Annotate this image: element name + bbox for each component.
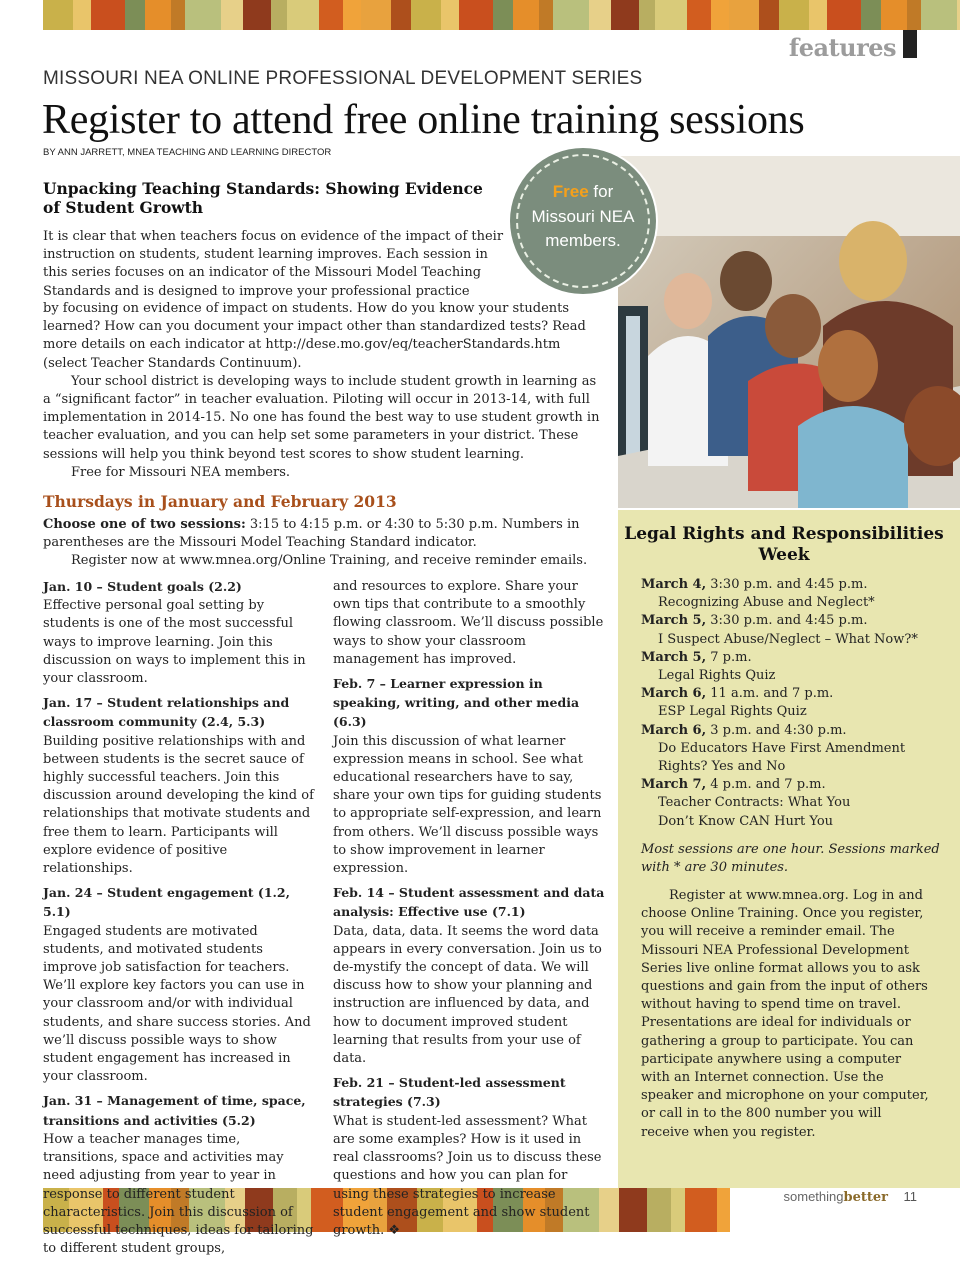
- session-entry: [333, 1074, 605, 1240]
- stripe-segment: [647, 1188, 671, 1232]
- stripe-segment: [411, 0, 441, 30]
- sidebar-item: [641, 776, 941, 794]
- sidebar-item: [641, 722, 941, 740]
- sidebar-time: 3:30 p.m. and 4:45 p.m.: [706, 613, 868, 629]
- sidebar-item: [641, 649, 941, 667]
- legal-rights-sidebar: [618, 510, 960, 1188]
- footer-brand-b: better: [843, 1190, 888, 1205]
- free-badge: [510, 148, 656, 294]
- stripe-segment: [729, 0, 759, 30]
- stripe-segment: [687, 0, 711, 30]
- session-title: Jan. 10 – Student goals (2.2): [43, 579, 242, 594]
- badge-line3: members.: [545, 231, 621, 250]
- session-continued: and resources to explore. Share your own tips that contribute to a smoothly flowing classroom. We’ll discuss possible ways to show your classroom management has improved.: [333, 579, 604, 667]
- badge-line2: Missouri NEA: [531, 206, 635, 226]
- sidebar-note: Most sessions are one hour. Sessions marked with * are 30 minutes.: [641, 842, 940, 876]
- sidebar-time: 3:30 p.m. and 4:45 p.m.: [706, 577, 868, 592]
- footer-brand: [784, 1189, 888, 1205]
- stripe-segment: [907, 0, 921, 30]
- session-text: Engaged students are motivated students, and motivated students improve job satisfaction for teachers. We’ll explore key factors you can use in your classroom and/or with individual students, and share success stories. And we’ll discuss possible ways to show student engagement has increased in your classroom.: [43, 923, 311, 1085]
- session-title: Jan. 31 – Management of time, space, transitions and activities (5.2): [43, 1093, 306, 1128]
- sidebar-time: 4 p.m. and 7 p.m.: [706, 777, 826, 793]
- session-entry: [333, 675, 605, 878]
- sidebar-date: March 6,: [641, 722, 707, 738]
- sidebar-topic: Legal Rights Quiz: [658, 668, 776, 684]
- stripe-segment: [611, 0, 639, 30]
- sidebar-item: [641, 612, 941, 630]
- session-title: Jan. 17 – Student relationships and classroom community (2.4, 5.3): [43, 695, 290, 730]
- sidebar-date: March 6,: [641, 686, 707, 702]
- sidebar-topic: ESP Legal Rights Quiz: [658, 704, 807, 720]
- stripe-segment: [809, 0, 827, 30]
- section-bar: [903, 30, 917, 58]
- sidebar-item: [641, 576, 941, 594]
- stripe-segment: [319, 0, 343, 30]
- stripe-segment: [125, 0, 145, 30]
- badge-for: for: [588, 182, 614, 201]
- session-entry: [43, 694, 315, 878]
- stripe-segment: [185, 0, 221, 30]
- sidebar-topic: Teacher Contracts: What You Don’t Know CAN Hurt You: [658, 795, 851, 829]
- sidebar-date: March 5,: [641, 613, 707, 629]
- session-title: Jan. 24 – Student engagement (1.2, 5.1): [43, 885, 290, 920]
- stripe-segment: [171, 0, 185, 30]
- session-title: Feb. 14 – Student assessment and data analysis: Effective use (7.1): [333, 885, 605, 920]
- series-title: MISSOURI NEA ONLINE PROFESSIONAL DEVELOPMENT SERIES: [43, 68, 643, 89]
- article-para1b: by focusing on evidence of impact on students. How do you know your students learned? How can you document your impact other than standardized tests? Read more details on each indicator at http://dese.mo.gov/eq/teacherStandards.htm (select Teacher Standards Continuum).: [43, 301, 586, 371]
- session-text: Data, data, data. It seems the word data appears in every conversation. Join us to de-mystify the concept of data. We will discuss how to show your planning and instruction are influenced by data, and how to document improved student learning that results from your use of data.: [333, 923, 602, 1067]
- sidebar-topic: I Suspect Abuse/Neglect – What Now?*: [658, 631, 918, 647]
- session-entry: [333, 884, 605, 1068]
- sidebar-item: [641, 685, 941, 703]
- sidebar-date: March 4,: [641, 577, 707, 592]
- stripe-segment: [145, 0, 171, 30]
- stripe-segment: [685, 1188, 717, 1232]
- article-para2: Your school district is developing ways to include student growth in learning as a “significant factor” in teacher evaluation. Piloting will occur in 2013-14, with full implementation in 2014-15. No one has found the best way to use student growth in teacher evaluation, and you can help set some parameters in your district. These sessions will help you think beyond test scores to show student learning.: [43, 373, 600, 462]
- session-entry: [43, 578, 315, 688]
- badge-free: Free: [552, 182, 589, 201]
- article-heading: Unpacking Teaching Standards: Showing Evidence of Student Growth: [43, 179, 483, 217]
- stripe-segment: [513, 0, 539, 30]
- sidebar-time: 3 p.m. and 4:30 p.m.: [706, 722, 847, 738]
- session-text: How a teacher manages time, transitions, space and activities may need adjusting from year to year in response to different student characteristics. Join this discussion of successful techniques, ideas for tailoring to different student groups,: [43, 1131, 314, 1257]
- sidebar-title: Legal Rights and Responsibilities Week: [624, 524, 944, 565]
- stripe-segment: [539, 0, 553, 30]
- sidebar-body: Register at www.mnea.org. Log in and choose Online Training. Once you register, you will receive a reminder email. The Missouri NEA Professional Development Series live online format allows you to ask questions and gain from the input of others without having to spend time on travel. Presentations are ideal for individuals or gathering a group to participate. You can participate anywhere using a computer with an Internet connection. Use the speaker and microphone on your computer, or call in to the 800 number you will receive when you register.: [641, 888, 929, 1140]
- stripe-segment: [361, 0, 391, 30]
- stripe-segment: [759, 0, 779, 30]
- schedule-heading: Thursdays in January and February 2013: [43, 492, 397, 511]
- stripe-segment: [243, 0, 271, 30]
- article-body: [43, 300, 608, 482]
- choose-text: 3:15 to 4:15 p.m. or 4:30 to 5:30 p.m. Numbers in parentheses are the Missouri Model Teaching Standard indicator.: [43, 517, 580, 551]
- sidebar-time: 7 p.m.: [706, 649, 752, 665]
- stripe-segment: [921, 0, 957, 30]
- footer-brand-a: something: [783, 1189, 844, 1204]
- stripe-segment: [391, 0, 411, 30]
- stripe-segment: [655, 0, 687, 30]
- section-tag: features: [788, 33, 896, 62]
- page-number: 11: [903, 1189, 917, 1204]
- stripe-segment: [711, 0, 729, 30]
- stripe-segment: [459, 0, 493, 30]
- stripe-segment: [779, 0, 809, 30]
- session-text: Effective personal goal setting by students is one of the most successful ways to improve learning. Join this discussion on ways to implement this in your classroom.: [43, 598, 306, 687]
- session-entry: [43, 884, 315, 1086]
- session-text: What is student-led assessment? What are some examples? How is it used in real classrooms? Join us to discuss these questions and how you can plan for using these strategies to increase student engagement and show student growth. ❖: [333, 1113, 602, 1238]
- stripe-segment: [493, 0, 513, 30]
- stripe-segment: [827, 0, 861, 30]
- stripe-segment: [287, 0, 319, 30]
- sidebar-topic: Recognizing Abuse and Neglect*: [658, 595, 875, 611]
- stripe-segment: [671, 1188, 685, 1232]
- stripe-segment: [881, 0, 907, 30]
- classroom-photo-icon: [618, 156, 960, 508]
- session-text: Building positive relationships with and between students is the secret sauce of highly successful teachers. Join this discussion around developing the kind of relationships that motivate students and free them to learn. Participants will explore evidence of positive relationships.: [43, 733, 314, 877]
- page-title: Register to attend free online training sessions: [42, 97, 805, 143]
- sidebar-schedule: [641, 576, 941, 831]
- stripe-segment: [619, 1188, 647, 1232]
- register-line: Register now at www.mnea.org/Online Training, and receive reminder emails.: [71, 553, 588, 569]
- article-para3: Free for Missouri NEA members.: [71, 464, 291, 480]
- session-text: Join this discussion of what learner expression means in school. See what educational researchers have to say, share your own tips for guiding students to appropriate self-expression, and learn from others. We’ll discuss possible ways to show improvement in learner expression.: [333, 733, 602, 877]
- sessions-right-column: [333, 578, 605, 1246]
- sidebar-date: March 5,: [641, 649, 707, 665]
- byline: BY ANN JARRETT, MNEA TEACHING AND LEARNING DIRECTOR: [43, 147, 332, 158]
- session-title: Feb. 21 – Student-led assessment strategies (7.3): [333, 1075, 566, 1110]
- stripe-segment: [343, 0, 361, 30]
- stripe-segment: [221, 0, 243, 30]
- badge-text: [510, 180, 656, 254]
- top-color-stripe: [43, 0, 960, 30]
- sidebar-topic: Do Educators Have First Amendment Rights? Yes and No: [658, 740, 906, 775]
- stripe-segment: [73, 0, 91, 30]
- session-entry: [43, 1092, 315, 1258]
- sidebar-time: 11 a.m. and 7 p.m.: [706, 686, 834, 702]
- article-para1a: [43, 228, 505, 301]
- stripe-segment: [43, 0, 73, 30]
- stripe-segment: [553, 0, 589, 30]
- session-title: Feb. 7 – Learner expression in speaking, writing, and other media (6.3): [333, 676, 580, 730]
- choose-label: Choose one of two sessions:: [43, 517, 246, 532]
- schedule-intro: [43, 516, 608, 571]
- stripe-segment: [861, 0, 881, 30]
- stripe-segment: [441, 0, 459, 30]
- stripe-segment: [271, 0, 287, 30]
- sessions-left-column: [43, 578, 315, 1264]
- stripe-segment: [639, 0, 655, 30]
- stripe-segment: [589, 0, 611, 30]
- sidebar-date: March 7,: [641, 777, 707, 793]
- classroom-photo: [618, 156, 960, 508]
- stripe-segment: [91, 0, 125, 30]
- article-para1a-text: It is clear that when teachers focus on evidence of the impact of their instruction on students, student learning improves. Each session in this series focuses on an indicator of the Missouri Model Teaching Standards and is designed to improve your professional practice: [43, 229, 504, 299]
